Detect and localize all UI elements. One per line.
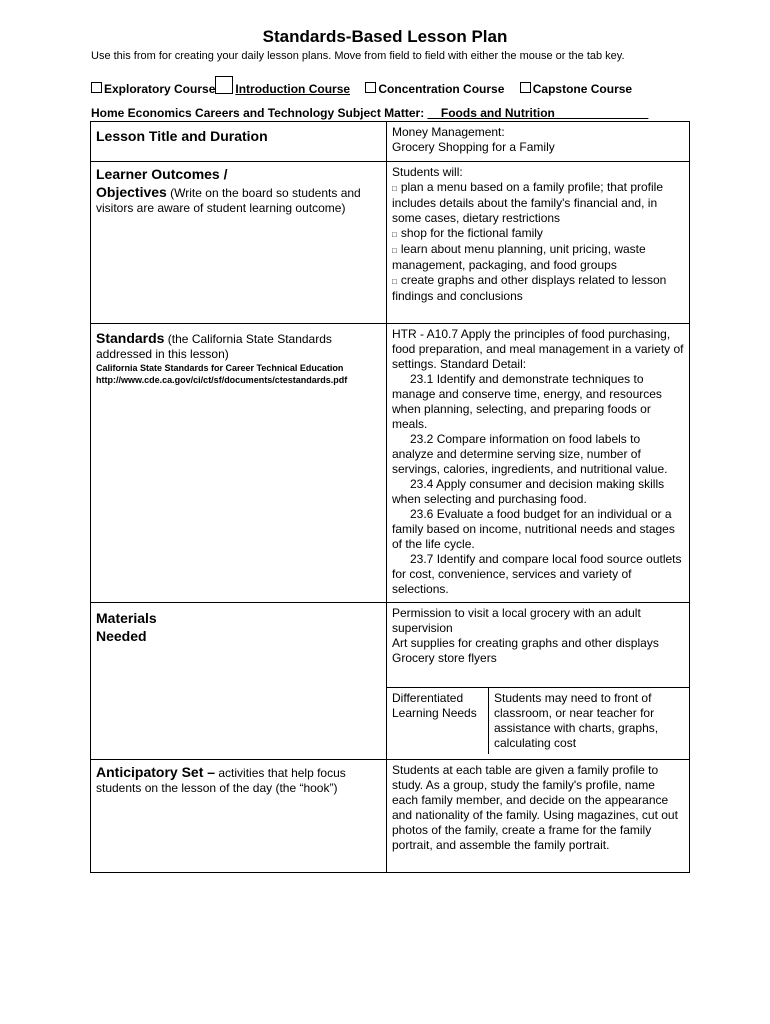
standard-detail: 23.7 Identify and compare local food source outlets for cost, convenience, services and variety of selections. [392,552,682,596]
standards-source: California State Standards for Career Technical Education [96,363,344,373]
standard-detail: 23.1 Identify and demonstrate techniques to manage and conserve time, energy, and resources when planning, selecting, and preparing foods or meals. [392,372,662,431]
subject-value[interactable]: __Foods and Nutrition______________ [427,106,649,120]
standards-field[interactable]: HTR - A10.7 Apply the principles of food purchasing, food preparation, and meal management in a variety of settings. Standard Detail: 23.1 Identify and demonstrate techniques to manage and conserve time, energy, and resources when planning, selecting, and preparing foods or meals. 23.2 Compare information on food labels to analyze and determine serving size, number of servings, calories, ingredients, and nutritional value. 23.4 Apply consumer and decision making skills when selecting and purchasing food. 23.6 Evaluate a food budget for an individual or a family based on income, nutritional needs and stages of the life cycle. 23.7 Identify and compare local food source outlets for cost, convenience, services and variety of selections. [387,324,690,603]
lesson-plan-table [90,121,690,873]
anticipatory-label-cell: Anticipatory Set – activities that help focus students on the lesson of the day (the “hook”) [91,760,387,873]
checkbox-concentration[interactable] [365,82,376,93]
lesson-title-heading: Lesson Title and Duration [96,128,268,144]
checkbox-exploratory[interactable] [91,82,102,93]
materials-cell [387,603,690,760]
outcomes-label-cell [91,162,387,324]
anticipatory-field[interactable]: Students at each table are given a family profile to study. As a group, study the family's profile, name each family member, and decide on the appearance and nationality of the family. Using magazines, cut out photos of the family, create a frame for the family portrait, and assemble the family portrait. [387,760,690,873]
standards-url: http://www.cde.ca.gov/ci/ct/sf/documents/ctestandards.pdf [96,375,348,385]
materials-label-cell [91,603,387,760]
bullet-icon: □ [392,184,397,193]
subject-line [91,106,648,120]
outcomes-field[interactable]: Students will: □ plan a menu based on a family profile; that profile includes details about the family's financial and, in some cases, dietary restrictions □ shop for the fictional family □ learn about menu planning, unit pricing, waste management, packaging, and food groups □ create graphs and other displays related to lesson findings and conclusions [387,162,690,324]
course-capstone[interactable]: Capstone Course [520,82,632,96]
standards-heading: Standards [96,330,165,346]
differentiated-field[interactable]: Students may need to front of classroom, or near teacher for assistance with charts, graphs, calculating cost [489,688,690,755]
course-exploratory[interactable]: Exploratory Course [91,82,215,96]
anticipatory-heading: Anticipatory Set – [96,764,216,780]
standard-detail: 23.2 Compare information on food labels to analyze and determine serving size, number of servings, calories, ingredients, and nutritional value. [392,432,668,476]
standards-label-cell: Standards (the California State Standards addressed in this lesson) California State Standards for Career Technical Education http://www.cde.ca.gov/ci/ct/sf/documents/ctestandards.pdf [91,324,387,603]
row-materials [91,603,690,760]
course-options [91,76,644,96]
bullet-icon: □ [392,230,397,239]
instructions-text: Use this from for creating your daily lesson plans. Move from field to field with either the mouse or the tab key. [91,50,625,62]
bullet-icon: □ [392,246,397,255]
page-title: Standards-Based Lesson Plan [262,27,508,46]
materials-heading-2: Needed [96,628,147,644]
outcome-item: □ plan a menu based on a family profile; that profile includes details about the family's financial and, in some cases, dietary restrictions [392,180,663,225]
row-learner-outcomes [91,162,690,324]
outcome-item: □ shop for the fictional family [392,226,543,240]
materials-heading-1: Materials [96,610,157,626]
differentiated-table [387,687,689,754]
standard-detail: 23.4 Apply consumer and decision making skills when selecting and purchasing food. [392,477,665,506]
materials-field[interactable]: Permission to visit a local grocery with an adult supervision Art supplies for creating graphs and other displays Grocery store flyers [392,606,659,665]
bullet-icon: □ [392,277,397,286]
differentiated-label: Differentiated Learning Needs [387,688,489,755]
standard-detail: 23.6 Evaluate a food budget for an individual or a family based on income, nutritional needs and stages of the life cycle. [392,507,675,551]
checkbox-introduction[interactable] [215,76,233,94]
checkbox-capstone[interactable] [520,82,531,93]
subject-label: Home Economics Careers and Technology Subject Matter: [91,106,425,120]
row-lesson-title [91,122,690,162]
row-anticipatory-set [91,760,690,873]
outcomes-heading-1: Learner Outcomes / [96,166,228,182]
lesson-title-label-cell [91,122,387,162]
outcomes-heading-2: Objectives (Write on the board so students and visitors are aware of student learning outcome) [96,184,361,215]
course-introduction[interactable]: Introduction Course [215,76,350,96]
lesson-title-field[interactable]: Money Management: Grocery Shopping for a Family [387,122,690,162]
row-standards [91,324,690,603]
course-concentration[interactable]: Concentration Course [365,82,504,96]
outcome-item: □ create graphs and other displays related to lesson findings and conclusions [392,273,667,303]
outcome-item: □ learn about menu planning, unit pricing, waste management, packaging, and food groups [392,242,646,272]
